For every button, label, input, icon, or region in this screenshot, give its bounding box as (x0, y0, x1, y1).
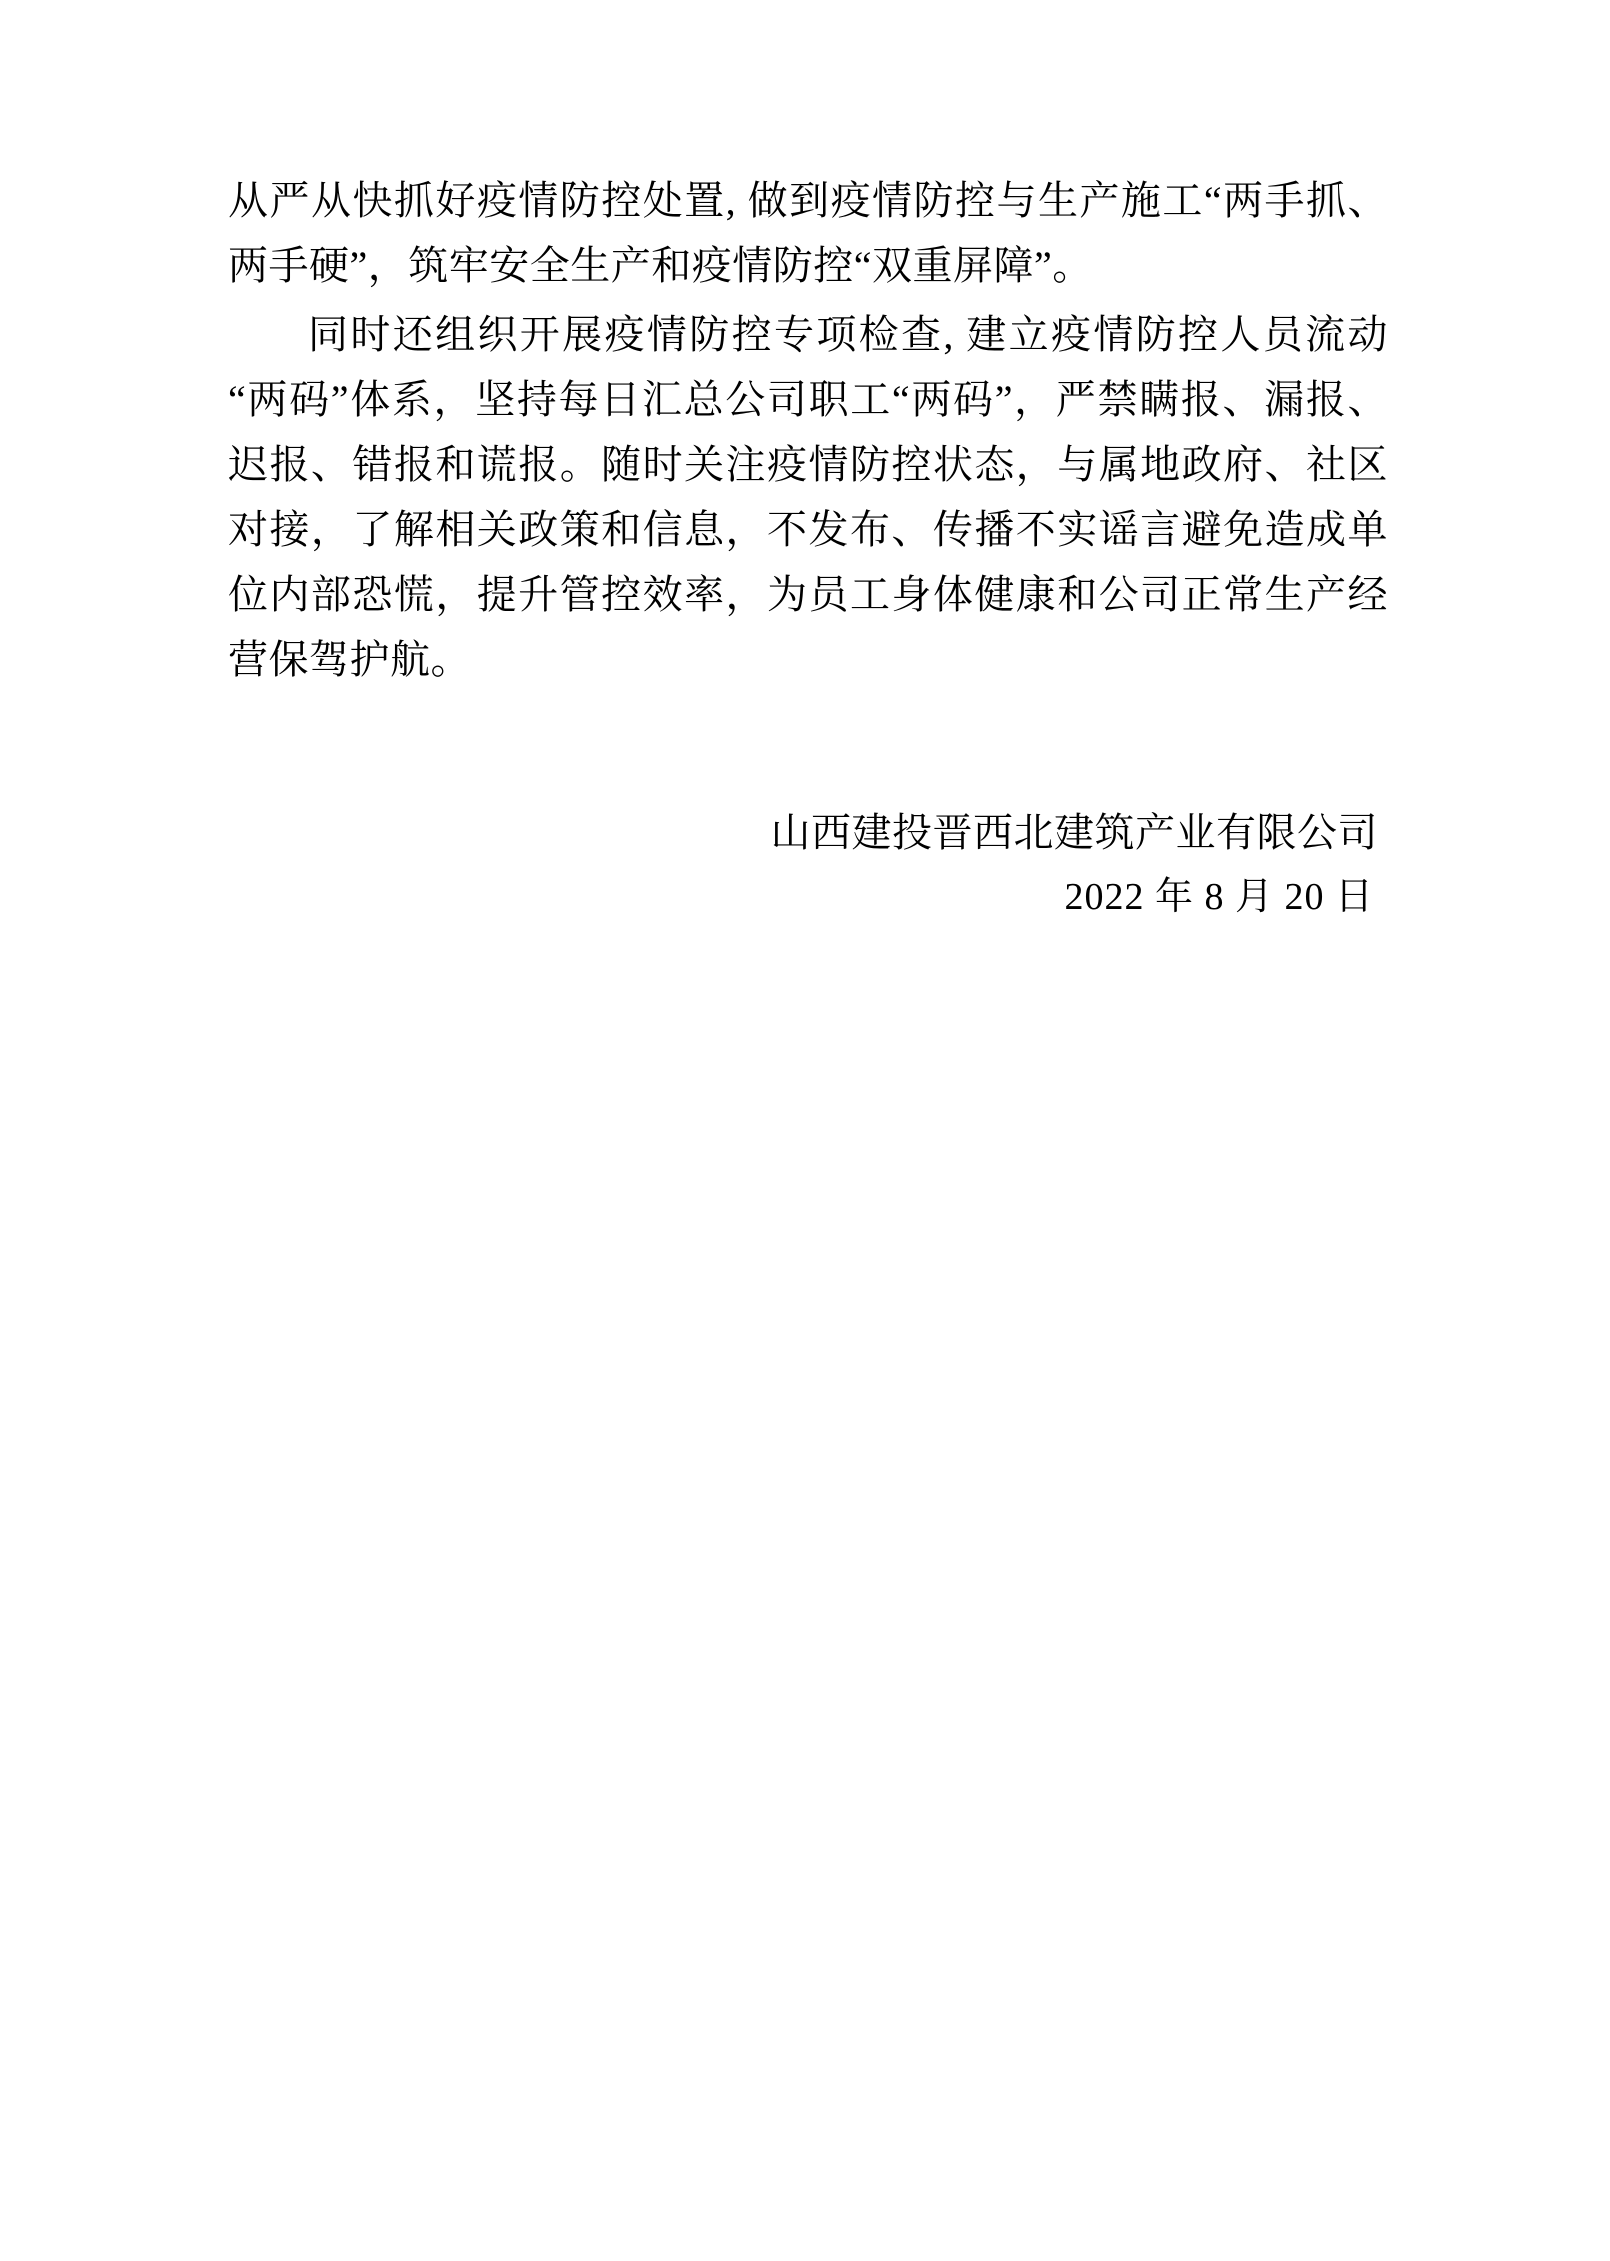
body-paragraph: 从严从快抓好疫情防控处置, 做到疫情防控与生产施工“两手抓、两手硬”，筑牢安全生产和疫情防控“双重屏障”。 (228, 178, 1388, 288)
signature-organization: 山西建投晋西北建筑产业有限公司 (770, 810, 1378, 855)
signature-block (228, 800, 1388, 928)
signature-date: 2022 年 8 月 20 日 (1064, 876, 1374, 918)
body-paragraph: 同时还组织开展疫情防控专项检查, 建立疫情防控人员流动“两码”体系，坚持每日汇总公司职工“两码”，严禁瞒报、漏报、迟报、错报和谎报。随时关注疫情防控状态，与属地政府、社区对接，了解相关政策和信息，不发布、传播不实谣言避免造成单位内部恐慌，提升管控效率，为员工身体健康和公司正常生产经营保驾护航。 (228, 312, 1388, 682)
document-body (228, 168, 1388, 696)
